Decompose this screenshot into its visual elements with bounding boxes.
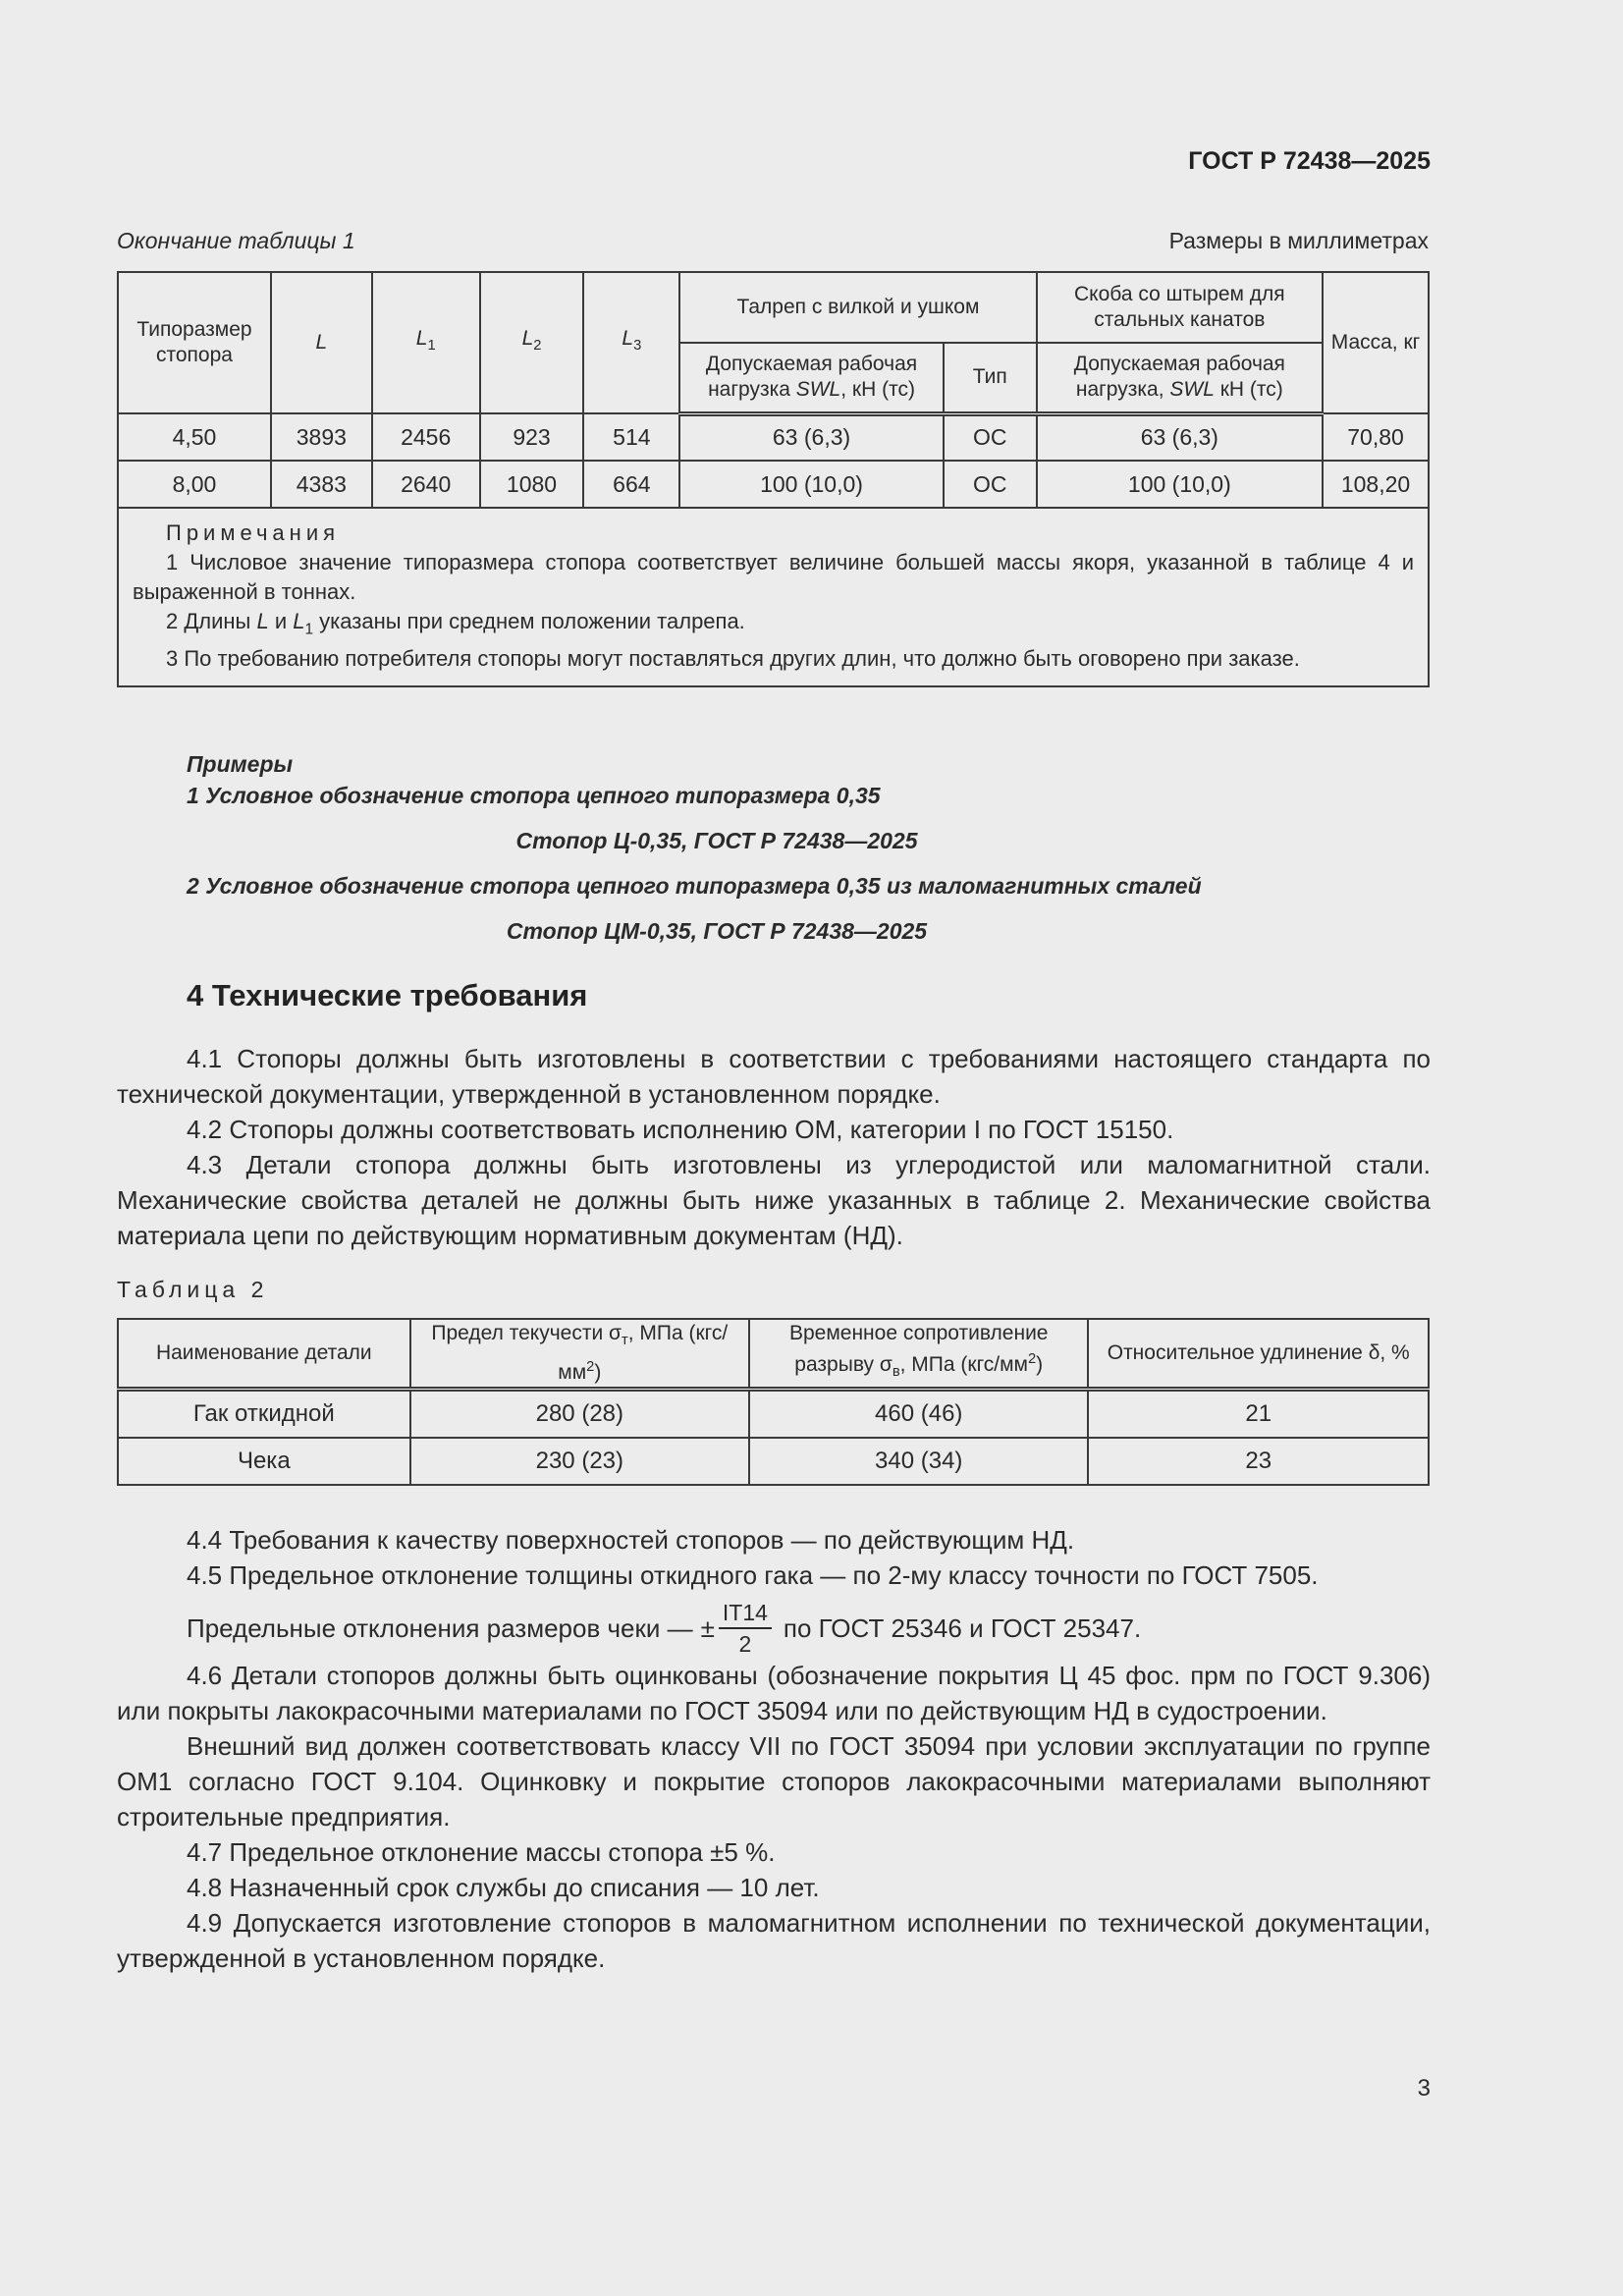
cell: 340 (34) [749, 1438, 1089, 1485]
cell: Гак откидной [118, 1390, 410, 1439]
note-1: 1 Числовое значение типоразмера стопора соответствует величине большей массы якоря, указанной в таблице 4 и выраженной в тоннах. [133, 550, 1414, 604]
table2 [117, 1318, 1430, 1486]
table-row [118, 1390, 1429, 1439]
cell: 108,20 [1323, 461, 1429, 508]
paragraph-4-4: 4.4 Требования к качеству поверхностей стопоров — по действующим НД. [187, 1525, 1075, 1555]
header-L1: $L_1$ [372, 272, 480, 413]
header-talrep: Талреп с вилкой и ушком [679, 272, 1036, 343]
header-skoba: Скоба со штырем для стальных канатов [1037, 272, 1323, 343]
section-4-title: 4 Технические требования [187, 978, 588, 1012]
header-L3: $L_3$ [583, 272, 679, 413]
header-mass: Масса, кг [1323, 272, 1429, 413]
table2-header-elongation: Относительное удлинение δ, % [1088, 1319, 1429, 1390]
paragraph-4-7: 4.7 Предельное отклонение массы стопора ±5 %. [187, 1837, 776, 1867]
section-4-paragraphs [117, 1041, 1431, 1253]
cell: Чека [118, 1438, 410, 1485]
notes-title: Примечания [166, 520, 341, 545]
table1 [117, 271, 1430, 687]
examples-title: Примеры [187, 751, 294, 777]
header-skoba-load: Допускаемая рабочая нагрузка, SWL кН (тс) [1037, 343, 1323, 413]
section-4-paragraphs-end [117, 1658, 1431, 1976]
example-1-code: Стопор Ц-0,35, ГОСТ Р 72438—2025 [515, 828, 918, 853]
formula-plus-minus: ± [700, 1613, 715, 1643]
cell: 514 [583, 413, 679, 461]
table2-header-name: Наименование детали [118, 1319, 410, 1390]
header-L: L [271, 272, 372, 413]
document-standard-header: ГОСТ Р 72438—2025 [1188, 147, 1431, 175]
cell: 63 (6,3) [1037, 413, 1323, 461]
header-talrep-load: Допускаемая рабочая нагрузка SWL, кН (тс) [679, 343, 944, 413]
table2-caption: Таблица 2 [117, 1277, 269, 1302]
paragraph-4-1: 4.1 Стопоры должны быть изготовлены в соответствии с требованиями настоящего стандарта по технической документации, утвержденной в установленном порядке. [117, 1044, 1431, 1109]
formula-denominator: 2 [738, 1631, 752, 1657]
table2-header-strength: Временное сопротивление разрыву $\sigma_в$, МПа $(кгс/мм^2)$ [749, 1319, 1089, 1390]
header-type: Тип [944, 343, 1037, 413]
cell: 923 [480, 413, 584, 461]
cell: 230 (23) [410, 1438, 749, 1485]
paragraph-4-9: 4.9 Допускается изготовление стопоров в маломагнитном исполнении по технической документации, утвержденной в установленном порядке. [117, 1908, 1431, 1973]
note-2: 2 Длины L и $L_1$ указаны при среднем положении талрепа. [166, 609, 745, 638]
cell: 280 (28) [410, 1390, 749, 1439]
note-3: 3 По требованию потребителя стопоры могут поставляться других длин, что должно быть оговорено при заказе. [166, 646, 1300, 672]
table1-units-caption: Размеры в миллиметрах [1168, 228, 1429, 253]
cell: 8,00 [118, 461, 271, 508]
header-size: Типоразмер стопора [118, 272, 271, 413]
cell: 4383 [271, 461, 372, 508]
cell: 70,80 [1323, 413, 1429, 461]
paragraph-4-3: 4.3 Детали стопора должны быть изготовлены из углеродистой или маломагнитной стали. Механические свойства деталей не должны быть ниже указанных в таблице 2. Механические свойства материала цепи по действующим нормативным документам (НД). [117, 1150, 1431, 1250]
cell: 100 (10,0) [679, 461, 944, 508]
formula-numerator: IT14 [719, 1598, 772, 1629]
formula-prefix: Предельные отклонения размеров чеки — [187, 1613, 693, 1643]
cell: 2456 [372, 413, 480, 461]
example-2-code: Стопор ЦМ-0,35, ГОСТ Р 72438—2025 [506, 918, 928, 944]
table-row [118, 413, 1429, 461]
paragraph-4-2: 4.2 Стопоры должны соответствовать исполнению ОМ, категории I по ГОСТ 15150. [187, 1115, 1174, 1144]
cell: 2640 [372, 461, 480, 508]
cell: 1080 [480, 461, 584, 508]
table1-notes [118, 508, 1429, 686]
section-4-paragraphs-cont [117, 1522, 1431, 1593]
example-1: 1 Условное обозначение стопора цепного типоразмера 0,35 [187, 783, 881, 808]
paragraph-4-6-appearance: Внешний вид должен соответствовать классу VII по ГОСТ 35094 при условии эксплуатации по группе ОМ1 согласно ГОСТ 9.104. Оцинковку и покрытие стопоров лакокрасочными материалами выполняют строительные предприятия. [117, 1731, 1431, 1831]
cell: ОС [944, 413, 1037, 461]
formula-suffix: по ГОСТ 25346 и ГОСТ 25347. [783, 1613, 1142, 1643]
cell: 460 (46) [749, 1390, 1089, 1439]
paragraph-4-5: 4.5 Предельное отклонение толщины откидного гака — по 2-му классу точности по ГОСТ 7505. [187, 1560, 1319, 1590]
example-2: 2 Условное обозначение стопора цепного типоразмера 0,35 из маломагнитных сталей [187, 873, 1202, 899]
table2-header-yield: Предел текучести $\sigma_т$, МПа $(кгс/мм^2)$ [410, 1319, 749, 1390]
cell: 4,50 [118, 413, 271, 461]
table1-continuation-caption: Окончание таблицы 1 [117, 228, 355, 253]
formula-fraction [719, 1598, 772, 1659]
cell: 63 (6,3) [679, 413, 944, 461]
page-number: 3 [1417, 2075, 1431, 2102]
header-L2: $L_2$ [480, 272, 584, 413]
examples-block [187, 744, 1434, 947]
cell: 3893 [271, 413, 372, 461]
cell: 23 [1088, 1438, 1429, 1485]
cell: ОС [944, 461, 1037, 508]
paragraph-4-8: 4.8 Назначенный срок службы до списания — 10 лет. [187, 1873, 820, 1902]
tolerance-formula-line [187, 1591, 1141, 1666]
cell: 21 [1088, 1390, 1429, 1439]
cell: 664 [583, 461, 679, 508]
paragraph-4-6: 4.6 Детали стопоров должны быть оцинкованы (обозначение покрытия Ц 45 фос. прм по ГОСТ 9.306) или покрыты лакокрасочными материалами по ГОСТ 35094 или по действующим НД в судостроении. [117, 1661, 1431, 1725]
table-row [118, 1438, 1429, 1485]
cell: 100 (10,0) [1037, 461, 1323, 508]
table-row [118, 461, 1429, 508]
